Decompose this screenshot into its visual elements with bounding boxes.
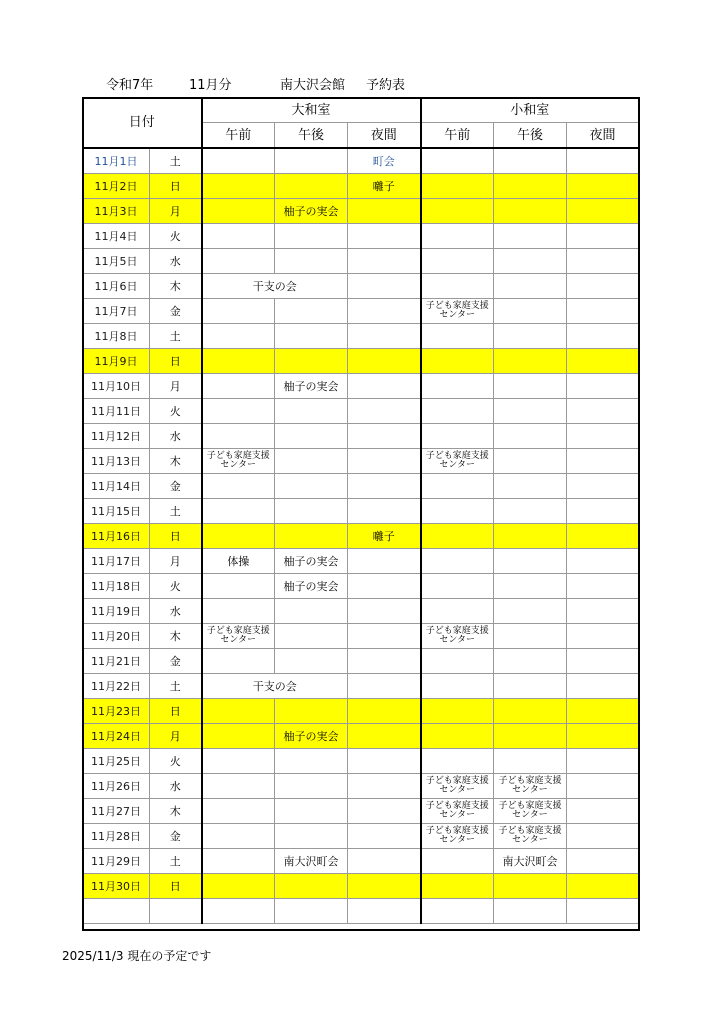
slot-cell — [494, 148, 567, 174]
slot-cell: 囃子 — [348, 174, 421, 199]
slot-cell — [275, 299, 348, 324]
slot-cell — [202, 399, 275, 424]
slot-cell — [421, 474, 494, 499]
table-row — [83, 374, 639, 399]
slot-cell — [275, 749, 348, 774]
slot-cell — [494, 324, 567, 349]
date-cell: 11月24日 — [83, 724, 150, 749]
date-cell: 11月18日 — [83, 574, 150, 599]
slot-cell — [421, 849, 494, 874]
slot-cell — [494, 474, 567, 499]
period-header: 午前 — [421, 123, 494, 149]
table-row — [83, 299, 639, 324]
date-cell: 11月9日 — [83, 349, 150, 374]
slot-cell — [421, 549, 494, 574]
slot-cell — [348, 349, 421, 374]
slot-cell — [567, 599, 639, 624]
date-cell: 11月6日 — [83, 274, 150, 299]
table-row — [83, 324, 639, 349]
slot-cell — [494, 174, 567, 199]
slot-cell — [202, 899, 275, 924]
date-cell: 11月7日 — [83, 299, 150, 324]
date-cell: 11月10日 — [83, 374, 150, 399]
slot-cell: 子ども家庭支援 センター — [421, 824, 494, 849]
slot-cell: 子ども家庭支援 センター — [202, 624, 275, 649]
slot-cell — [421, 724, 494, 749]
slot-cell: 子ども家庭支援 センター — [421, 774, 494, 799]
slot-cell: 柚子の実会 — [275, 374, 348, 399]
slot-cell — [202, 849, 275, 874]
slot-cell — [421, 649, 494, 674]
weekday-cell: 月 — [150, 549, 202, 574]
slot-cell — [202, 424, 275, 449]
slot-cell — [421, 174, 494, 199]
date-cell: 11月4日 — [83, 224, 150, 249]
slot-cell — [348, 699, 421, 724]
slot-cell — [567, 274, 639, 299]
slot-cell — [567, 549, 639, 574]
slot-cell — [567, 724, 639, 749]
table-row — [83, 274, 639, 299]
slot-cell — [275, 424, 348, 449]
table-row — [83, 599, 639, 624]
slot-cell — [348, 749, 421, 774]
period-header: 夜間 — [348, 123, 421, 149]
slot-cell — [348, 499, 421, 524]
slot-cell — [567, 324, 639, 349]
slot-cell — [275, 224, 348, 249]
slot-cell — [567, 199, 639, 224]
weekday-cell: 水 — [150, 774, 202, 799]
reservation-table — [82, 97, 639, 924]
slot-cell — [567, 799, 639, 824]
slot-cell — [202, 499, 275, 524]
table-row — [83, 849, 639, 874]
slot-cell — [348, 199, 421, 224]
date-cell: 11月2日 — [83, 174, 150, 199]
weekday-cell: 月 — [150, 724, 202, 749]
slot-cell — [421, 874, 494, 899]
weekday-cell: 日 — [150, 524, 202, 549]
slot-cell — [202, 774, 275, 799]
slot-cell — [494, 374, 567, 399]
slot-cell — [494, 649, 567, 674]
weekday-cell: 木 — [150, 799, 202, 824]
slot-cell — [202, 349, 275, 374]
slot-cell — [348, 224, 421, 249]
slot-cell — [275, 599, 348, 624]
slot-cell — [494, 424, 567, 449]
weekday-cell: 金 — [150, 299, 202, 324]
weekday-cell: 水 — [150, 424, 202, 449]
slot-cell — [494, 574, 567, 599]
slot-cell — [494, 599, 567, 624]
slot-cell — [567, 674, 639, 699]
weekday-cell: 火 — [150, 224, 202, 249]
slot-cell — [202, 224, 275, 249]
slot-cell — [348, 474, 421, 499]
slot-cell: 柚子の実会 — [275, 724, 348, 749]
slot-cell — [567, 399, 639, 424]
slot-cell: 子ども家庭支援 センター — [421, 449, 494, 474]
slot-cell — [275, 174, 348, 199]
slot-cell — [202, 874, 275, 899]
slot-cell — [348, 424, 421, 449]
slot-cell — [348, 299, 421, 324]
slot-cell — [494, 749, 567, 774]
slot-cell — [275, 474, 348, 499]
slot-cell — [348, 824, 421, 849]
slot-cell — [494, 199, 567, 224]
slot-cell — [202, 699, 275, 724]
slot-cell — [348, 724, 421, 749]
slot-cell — [202, 649, 275, 674]
slot-cell: 子ども家庭支援 センター — [494, 824, 567, 849]
table-row — [83, 874, 639, 899]
slot-cell: 体操 — [202, 549, 275, 574]
slot-cell — [348, 374, 421, 399]
table-row — [83, 449, 639, 474]
table-row — [83, 724, 639, 749]
weekday-cell: 日 — [150, 699, 202, 724]
date-cell — [83, 899, 150, 924]
table-row — [83, 349, 639, 374]
footer-note: 2025/11/3 現在の予定です — [62, 949, 212, 963]
slot-cell — [275, 799, 348, 824]
date-cell: 11月27日 — [83, 799, 150, 824]
room1-header: 大和室 — [202, 98, 421, 123]
table-row — [83, 899, 639, 924]
slot-cell — [494, 499, 567, 524]
period-header: 夜間 — [567, 123, 639, 149]
weekday-cell: 水 — [150, 249, 202, 274]
slot-cell — [567, 374, 639, 399]
slot-cell — [421, 349, 494, 374]
table-row — [83, 249, 639, 274]
slot-cell — [348, 549, 421, 574]
slot-cell — [421, 574, 494, 599]
slot-cell — [202, 724, 275, 749]
slot-cell — [494, 274, 567, 299]
slot-cell — [348, 799, 421, 824]
slot-cell — [494, 349, 567, 374]
slot-cell: 子ども家庭支援 センター — [494, 799, 567, 824]
weekday-cell: 金 — [150, 474, 202, 499]
slot-cell — [421, 274, 494, 299]
slot-cell: 柚子の実会 — [275, 549, 348, 574]
slot-cell — [348, 649, 421, 674]
slot-cell: 南大沢町会 — [275, 849, 348, 874]
slot-cell — [421, 599, 494, 624]
date-cell: 11月17日 — [83, 549, 150, 574]
slot-cell — [567, 574, 639, 599]
table-row — [83, 424, 639, 449]
date-cell: 11月13日 — [83, 449, 150, 474]
slot-cell — [348, 324, 421, 349]
weekday-cell: 土 — [150, 674, 202, 699]
weekday-cell: 日 — [150, 349, 202, 374]
slot-cell — [202, 799, 275, 824]
slot-cell — [275, 699, 348, 724]
slot-cell — [202, 599, 275, 624]
table-row — [83, 549, 639, 574]
slot-cell — [421, 699, 494, 724]
period-header: 午後 — [494, 123, 567, 149]
period-header: 午後 — [275, 123, 348, 149]
slot-cell — [567, 148, 639, 174]
date-cell: 11月5日 — [83, 249, 150, 274]
slot-cell — [494, 524, 567, 549]
weekday-cell: 木 — [150, 274, 202, 299]
date-cell: 11月25日 — [83, 749, 150, 774]
slot-cell — [567, 299, 639, 324]
weekday-cell: 土 — [150, 499, 202, 524]
table-row — [83, 649, 639, 674]
slot-cell: 柚子の実会 — [275, 574, 348, 599]
table-row — [83, 499, 639, 524]
slot-cell — [275, 524, 348, 549]
slot-cell — [567, 624, 639, 649]
table-row — [83, 524, 639, 549]
table-row — [83, 399, 639, 424]
slot-cell — [275, 499, 348, 524]
slot-cell — [275, 824, 348, 849]
weekday-cell: 火 — [150, 749, 202, 774]
slot-cell: 子ども家庭支援 センター — [494, 774, 567, 799]
weekday-cell: 月 — [150, 199, 202, 224]
slot-cell — [421, 674, 494, 699]
table-row — [83, 799, 639, 824]
slot-cell — [567, 774, 639, 799]
slot-cell — [275, 874, 348, 899]
weekday-cell: 木 — [150, 624, 202, 649]
slot-cell — [421, 324, 494, 349]
slot-cell: 南大沢町会 — [494, 849, 567, 874]
slot-cell — [421, 199, 494, 224]
slot-cell — [421, 524, 494, 549]
slot-cell-span: 干支の会 — [202, 274, 348, 299]
slot-cell — [202, 148, 275, 174]
slot-cell — [567, 874, 639, 899]
slot-cell — [567, 424, 639, 449]
slot-cell — [202, 374, 275, 399]
date-cell: 11月26日 — [83, 774, 150, 799]
slot-cell — [275, 449, 348, 474]
slot-cell — [567, 174, 639, 199]
slot-cell — [421, 899, 494, 924]
slot-cell — [348, 874, 421, 899]
slot-cell — [421, 224, 494, 249]
slot-cell — [421, 424, 494, 449]
slot-cell — [421, 374, 494, 399]
slot-cell — [275, 649, 348, 674]
slot-cell — [202, 474, 275, 499]
slot-cell — [275, 324, 348, 349]
slot-cell — [567, 899, 639, 924]
slot-cell — [494, 674, 567, 699]
slot-cell — [275, 774, 348, 799]
table-row — [83, 749, 639, 774]
date-cell: 11月3日 — [83, 199, 150, 224]
slot-cell — [567, 349, 639, 374]
date-cell: 11月15日 — [83, 499, 150, 524]
slot-cell — [348, 249, 421, 274]
slot-cell: 子ども家庭支援 センター — [421, 299, 494, 324]
slot-cell — [348, 674, 421, 699]
table-row — [83, 699, 639, 724]
slot-cell — [202, 174, 275, 199]
slot-cell — [275, 148, 348, 174]
table-row — [83, 824, 639, 849]
slot-cell — [421, 148, 494, 174]
slot-cell — [567, 849, 639, 874]
table-row — [83, 774, 639, 799]
title-era: 令和7年 — [106, 78, 154, 93]
slot-cell — [421, 749, 494, 774]
slot-cell — [567, 699, 639, 724]
slot-cell: 町会 — [348, 148, 421, 174]
date-cell: 11月22日 — [83, 674, 150, 699]
slot-cell — [275, 349, 348, 374]
weekday-cell: 金 — [150, 649, 202, 674]
table-row — [83, 174, 639, 199]
slot-cell — [275, 624, 348, 649]
slot-cell — [567, 224, 639, 249]
weekday-cell: 木 — [150, 449, 202, 474]
slot-cell — [494, 224, 567, 249]
date-cell: 11月11日 — [83, 399, 150, 424]
slot-cell: 囃子 — [348, 524, 421, 549]
slot-cell — [348, 399, 421, 424]
period-header: 午前 — [202, 123, 275, 149]
title-month: 11月分 — [189, 78, 232, 93]
date-cell: 11月23日 — [83, 699, 150, 724]
weekday-cell: 土 — [150, 148, 202, 174]
slot-cell — [494, 699, 567, 724]
weekday-cell: 土 — [150, 324, 202, 349]
date-cell: 11月21日 — [83, 649, 150, 674]
slot-cell — [202, 524, 275, 549]
weekday-cell: 日 — [150, 874, 202, 899]
slot-cell: 柚子の実会 — [275, 199, 348, 224]
slot-cell — [567, 649, 639, 674]
slot-cell — [202, 824, 275, 849]
date-header: 日付 — [83, 98, 202, 149]
slot-cell — [275, 899, 348, 924]
weekday-cell — [150, 899, 202, 924]
table-row — [83, 574, 639, 599]
date-cell: 11月16日 — [83, 524, 150, 549]
slot-cell — [494, 549, 567, 574]
slot-cell: 子ども家庭支援 センター — [421, 799, 494, 824]
slot-cell — [421, 399, 494, 424]
slot-cell — [275, 399, 348, 424]
table-row — [83, 474, 639, 499]
slot-cell — [202, 299, 275, 324]
slot-cell — [202, 249, 275, 274]
slot-cell — [494, 624, 567, 649]
date-cell: 11月14日 — [83, 474, 150, 499]
weekday-cell: 金 — [150, 824, 202, 849]
slot-cell — [494, 399, 567, 424]
slot-cell — [348, 599, 421, 624]
slot-cell — [421, 499, 494, 524]
title-kind: 予約表 — [366, 78, 406, 93]
date-cell: 11月12日 — [83, 424, 150, 449]
date-cell: 11月1日 — [83, 148, 150, 174]
slot-cell — [202, 199, 275, 224]
date-cell: 11月8日 — [83, 324, 150, 349]
weekday-cell: 水 — [150, 599, 202, 624]
slot-cell — [202, 574, 275, 599]
slot-cell — [421, 249, 494, 274]
weekday-cell: 火 — [150, 399, 202, 424]
slot-cell — [567, 249, 639, 274]
slot-cell — [567, 749, 639, 774]
slot-cell — [494, 249, 567, 274]
slot-cell — [348, 449, 421, 474]
slot-cell — [348, 899, 421, 924]
slot-cell — [494, 299, 567, 324]
slot-cell — [348, 574, 421, 599]
title-facility: 南大沢会館 — [280, 78, 346, 93]
slot-cell: 子ども家庭支援 センター — [202, 449, 275, 474]
table-row — [83, 674, 639, 699]
slot-cell — [567, 824, 639, 849]
table-row — [83, 148, 639, 174]
date-cell: 11月29日 — [83, 849, 150, 874]
table-row — [83, 624, 639, 649]
slot-cell — [348, 774, 421, 799]
slot-cell — [567, 524, 639, 549]
date-cell: 11月30日 — [83, 874, 150, 899]
date-cell: 11月20日 — [83, 624, 150, 649]
slot-cell: 子ども家庭支援 センター — [421, 624, 494, 649]
slot-cell — [494, 724, 567, 749]
slot-cell — [202, 324, 275, 349]
weekday-cell: 火 — [150, 574, 202, 599]
weekday-cell: 土 — [150, 849, 202, 874]
slot-cell-span: 干支の会 — [202, 674, 348, 699]
slot-cell — [494, 874, 567, 899]
weekday-cell: 日 — [150, 174, 202, 199]
slot-cell — [348, 274, 421, 299]
room2-header: 小和室 — [421, 98, 639, 123]
slot-cell — [348, 849, 421, 874]
weekday-cell: 月 — [150, 374, 202, 399]
slot-cell — [275, 249, 348, 274]
date-cell: 11月19日 — [83, 599, 150, 624]
date-cell: 11月28日 — [83, 824, 150, 849]
slot-cell — [567, 474, 639, 499]
slot-cell — [494, 899, 567, 924]
slot-cell — [567, 449, 639, 474]
slot-cell — [494, 449, 567, 474]
slot-cell — [348, 624, 421, 649]
slot-cell — [567, 499, 639, 524]
slot-cell — [202, 749, 275, 774]
table-row — [83, 224, 639, 249]
table-row — [83, 199, 639, 224]
